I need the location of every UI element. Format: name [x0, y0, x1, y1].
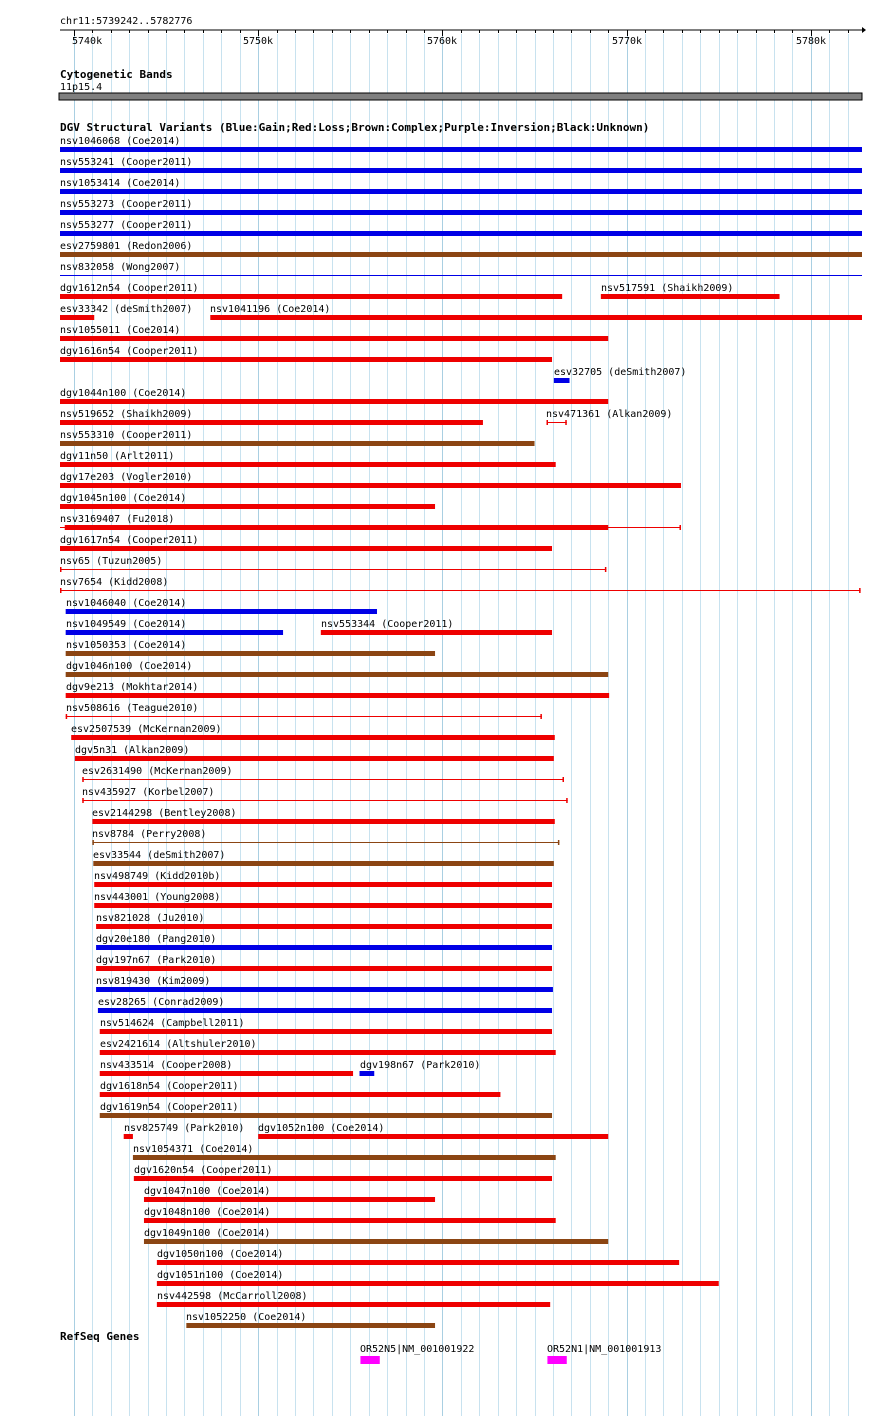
- sv-feature-label: esv2144298 (Bentley2008): [92, 808, 237, 819]
- sv-feature-label: nsv1041196 (Coe2014): [210, 304, 331, 315]
- sv-feature-bar[interactable]: [100, 1029, 552, 1034]
- sv-feature-label: nsv435927 (Korbel2007): [82, 787, 215, 798]
- sv-feature-label: nsv433514 (Cooper2008): [100, 1060, 233, 1071]
- cytoband-track-title: Cytogenetic Bands: [60, 68, 173, 81]
- sv-feature[interactable]: [100, 1039, 556, 1055]
- sv-feature-label: esv32705 (deSmith2007): [554, 367, 687, 378]
- sv-feature-label: nsv1054371 (Coe2014): [133, 1144, 254, 1155]
- sv-feature[interactable]: [60, 325, 608, 341]
- sv-feature-bar[interactable]: [66, 651, 435, 656]
- sv-feature-label: nsv3169407 (Fu2018): [60, 514, 175, 525]
- cytoband-track: [59, 68, 862, 100]
- sv-feature[interactable]: [94, 892, 552, 908]
- sv-feature-bar[interactable]: [100, 1050, 556, 1055]
- sv-feature[interactable]: [82, 787, 568, 803]
- sv-feature-label: esv2631490 (McKernan2009): [82, 766, 233, 777]
- sv-feature[interactable]: [66, 682, 609, 698]
- sv-feature-label: dgv1618n54 (Cooper2011): [100, 1081, 239, 1092]
- sv-feature-label: dgv1049n100 (Coe2014): [144, 1228, 271, 1239]
- sv-feature-label: nsv553344 (Cooper2011): [321, 619, 454, 630]
- sv-feature-bar[interactable]: [96, 924, 552, 929]
- sv-feature-bar[interactable]: [93, 861, 554, 866]
- sv-feature[interactable]: [92, 829, 559, 845]
- sv-feature-label: nsv443001 (Young2008): [94, 892, 221, 903]
- sv-feature[interactable]: [60, 577, 861, 593]
- ruler-tick-label: 5780k: [795, 36, 827, 47]
- sv-feature-bar[interactable]: [60, 231, 862, 236]
- sv-feature[interactable]: [554, 367, 687, 383]
- sv-feature[interactable]: [60, 451, 556, 467]
- sv-end-tick: [605, 567, 607, 572]
- sv-feature-line[interactable]: [66, 716, 542, 717]
- sv-feature[interactable]: [546, 409, 672, 425]
- sv-feature-bar[interactable]: [60, 147, 862, 152]
- sv-end-tick: [540, 714, 542, 719]
- sv-feature-line[interactable]: [82, 800, 567, 801]
- sv-feature-label: dgv1048n100 (Coe2014): [144, 1207, 271, 1218]
- sv-feature[interactable]: [60, 283, 562, 299]
- cytoband-label: 11p15.4: [60, 82, 103, 93]
- sv-feature-bar[interactable]: [96, 945, 552, 950]
- sv-feature-bar[interactable]: [60, 462, 556, 467]
- sv-feature-bar[interactable]: [60, 252, 862, 257]
- sv-feature-label: dgv1045n100 (Coe2014): [60, 493, 187, 504]
- sv-feature-bar[interactable]: [186, 1323, 435, 1328]
- sv-feature-label: nsv1046040 (Coe2014): [66, 598, 187, 609]
- sv-feature-bar[interactable]: [65, 525, 608, 530]
- sv-feature-bar[interactable]: [98, 1008, 552, 1013]
- sv-feature[interactable]: [96, 934, 552, 950]
- sv-feature[interactable]: [71, 724, 555, 740]
- sv-feature[interactable]: [98, 997, 552, 1013]
- sv-feature-label: esv33342 (deSmith2007): [60, 304, 193, 315]
- sv-feature-label: nsv819430 (Kim2009): [96, 976, 211, 987]
- sv-feature-label: dgv1619n54 (Cooper2011): [100, 1102, 239, 1113]
- sv-feature-bar[interactable]: [96, 987, 553, 992]
- sv-end-tick: [60, 567, 62, 572]
- sv-feature-bar[interactable]: [60, 399, 608, 404]
- sv-feature-label: esv28265 (Conrad2009): [98, 997, 225, 1008]
- refseq-genes: [360, 1344, 661, 1364]
- sv-feature[interactable]: [75, 745, 554, 761]
- sv-feature[interactable]: [186, 1312, 435, 1328]
- sv-feature-bar[interactable]: [60, 210, 862, 215]
- ruler-position-label: chr11:5739242..5782776: [60, 16, 193, 27]
- sv-feature-label: esv33544 (deSmith2007): [93, 850, 226, 861]
- sv-feature-label: nsv1046068 (Coe2014): [60, 136, 181, 147]
- sv-feature-label: nsv519652 (Shaikh2009): [60, 409, 193, 420]
- sv-feature-label: nsv514624 (Campbell2011): [100, 1018, 245, 1029]
- sv-feature-label: nsv7654 (Kidd2008): [60, 577, 169, 588]
- refseq-track-title: RefSeq Genes: [60, 1330, 140, 1343]
- refseq-gene-label: OR52N1|NM_001001913: [547, 1344, 662, 1355]
- sv-feature-bar[interactable]: [60, 189, 862, 194]
- sv-feature-bar[interactable]: [157, 1302, 550, 1307]
- sv-feature[interactable]: [157, 1291, 550, 1307]
- sv-feature-label: dgv1620n54 (Cooper2011): [134, 1165, 273, 1176]
- sv-feature-label: nsv825749 (Park2010): [124, 1123, 245, 1134]
- ruler-tick-label: 5750k: [242, 36, 274, 47]
- sv-feature[interactable]: [66, 640, 435, 656]
- sv-feature[interactable]: [66, 619, 283, 635]
- sv-end-tick: [66, 714, 68, 719]
- sv-feature[interactable]: [100, 1018, 552, 1034]
- sv-feature-line[interactable]: [82, 779, 564, 780]
- sv-end-tick: [546, 420, 548, 425]
- sv-end-tick: [92, 840, 94, 845]
- sv-feature-label: dgv1052n100 (Coe2014): [258, 1123, 385, 1134]
- sv-feature-bar[interactable]: [124, 1134, 133, 1139]
- cytoband-bar[interactable]: [59, 93, 862, 100]
- sv-feature-bar[interactable]: [360, 1071, 375, 1076]
- sv-feature-label: nsv821028 (Ju2010): [96, 913, 205, 924]
- sv-feature-label: dgv1616n54 (Cooper2011): [60, 346, 199, 357]
- sv-feature-label: dgv197n67 (Park2010): [96, 955, 217, 966]
- sv-feature[interactable]: [82, 766, 564, 782]
- sv-feature-label: esv2421614 (Altshuler2010): [100, 1039, 257, 1050]
- sv-feature-label: dgv20e180 (Pang2010): [96, 934, 217, 945]
- sv-feature[interactable]: [134, 1165, 552, 1181]
- refseq-gene[interactable]: [360, 1344, 474, 1364]
- sv-feature-label: nsv553273 (Cooper2011): [60, 199, 193, 210]
- sv-feature[interactable]: [96, 913, 552, 929]
- sv-feature-bar[interactable]: [100, 1071, 353, 1076]
- ruler-tick-label: 5770k: [611, 36, 643, 47]
- sv-feature-label: nsv442598 (McCarroll2008): [157, 1291, 308, 1302]
- sv-feature[interactable]: [100, 1060, 353, 1076]
- sv-feature-bar[interactable]: [60, 546, 552, 551]
- sv-feature[interactable]: [144, 1207, 556, 1223]
- sv-feature[interactable]: [100, 1102, 552, 1118]
- sv-feature[interactable]: [96, 976, 553, 992]
- ruler-track: [60, 16, 866, 47]
- ruler-tick-label: 5760k: [426, 36, 458, 47]
- sv-feature-bar[interactable]: [75, 756, 554, 761]
- sv-feature-label: dgv11n50 (Arlt2011): [60, 451, 175, 462]
- sv-feature[interactable]: [66, 661, 609, 677]
- sv-feature-label: nsv553310 (Cooper2011): [60, 430, 193, 441]
- refseq-gene-label: OR52N5|NM_001001922: [360, 1344, 475, 1355]
- sv-feature[interactable]: [60, 514, 681, 530]
- sv-feature[interactable]: [96, 955, 552, 971]
- sv-feature-label: nsv1049549 (Coe2014): [66, 619, 187, 630]
- sv-end-tick: [82, 798, 84, 803]
- sv-feature[interactable]: [360, 1060, 481, 1076]
- sv-feature-bar[interactable]: [66, 630, 283, 635]
- sv-feature[interactable]: [60, 556, 606, 572]
- sv-feature[interactable]: [100, 1081, 501, 1097]
- sv-feature-bar[interactable]: [100, 1092, 501, 1097]
- sv-feature[interactable]: [93, 850, 554, 866]
- sv-feature-bar[interactable]: [258, 1134, 608, 1139]
- sv-feature-label: nsv832058 (Wong2007): [60, 262, 181, 273]
- sv-feature-label: nsv553241 (Cooper2011): [60, 157, 193, 168]
- sv-feature-bar[interactable]: [60, 441, 535, 446]
- sv-end-tick: [562, 777, 564, 782]
- sv-feature[interactable]: [144, 1186, 435, 1202]
- sv-feature-label: dgv1050n100 (Coe2014): [157, 1249, 284, 1260]
- sv-feature-label: dgv1046n100 (Coe2014): [66, 661, 193, 672]
- sv-feature-bar[interactable]: [94, 903, 552, 908]
- sv-feature[interactable]: [321, 619, 552, 635]
- sv-end-tick: [558, 840, 560, 845]
- sv-feature-bar[interactable]: [92, 819, 554, 824]
- sv-feature-label: esv2759801 (Redon2006): [60, 241, 193, 252]
- sv-feature-line[interactable]: [60, 590, 861, 591]
- sv-feature-bar[interactable]: [60, 336, 608, 341]
- sv-feature[interactable]: [133, 1144, 556, 1160]
- sv-feature-bar[interactable]: [71, 735, 555, 740]
- sv-feature[interactable]: [144, 1228, 608, 1244]
- sv-feature-bar[interactable]: [60, 294, 562, 299]
- sv-feature-label: nsv517591 (Shaikh2009): [601, 283, 734, 294]
- sv-feature-bar[interactable]: [66, 609, 377, 614]
- sv-feature-label: dgv1617n54 (Cooper2011): [60, 535, 199, 546]
- sv-feature[interactable]: [60, 535, 552, 551]
- dgv-track-title: DGV Structural Variants (Blue:Gain;Red:Loss;Brown:Complex;Purple:Inversion;Black:Unknown): [60, 121, 650, 134]
- sv-feature-label: nsv508616 (Teague2010): [66, 703, 199, 714]
- sv-end-tick: [566, 798, 568, 803]
- sv-feature-label: nsv498749 (Kidd2010b): [94, 871, 221, 882]
- sv-feature-label: dgv1047n100 (Coe2014): [144, 1186, 271, 1197]
- sv-feature[interactable]: [60, 472, 681, 488]
- refseq-gene-bar[interactable]: [360, 1356, 379, 1364]
- sv-end-tick: [679, 525, 681, 530]
- sv-feature-line[interactable]: [60, 275, 862, 276]
- sv-feature-label: nsv65 (Tuzun2005): [60, 556, 163, 567]
- sv-feature-label: nsv1050353 (Coe2014): [66, 640, 187, 651]
- sv-feature[interactable]: [94, 871, 552, 887]
- sv-feature-bar[interactable]: [157, 1281, 719, 1286]
- sv-feature-bar[interactable]: [157, 1260, 679, 1265]
- ruler-arrow-icon: [862, 27, 866, 33]
- sv-feature-bar[interactable]: [601, 294, 780, 299]
- sv-feature[interactable]: [601, 283, 780, 299]
- sv-feature-bar[interactable]: [60, 357, 552, 362]
- sv-feature-label: nsv8784 (Perry2008): [92, 829, 207, 840]
- sv-end-tick: [60, 588, 62, 593]
- sv-feature-label: nsv1053414 (Coe2014): [60, 178, 181, 189]
- sv-feature-label: dgv17e203 (Vogler2010): [60, 472, 193, 483]
- sv-feature-bar[interactable]: [210, 315, 862, 320]
- sv-feature-bar[interactable]: [60, 483, 681, 488]
- sv-feature-label: esv2507539 (McKernan2009): [71, 724, 222, 735]
- refseq-gene[interactable]: [547, 1344, 661, 1364]
- sv-feature-bar[interactable]: [60, 504, 435, 509]
- refseq-gene-bar[interactable]: [547, 1356, 566, 1364]
- sv-feature[interactable]: [60, 493, 435, 509]
- sv-feature-bar[interactable]: [100, 1113, 552, 1118]
- sv-feature-label: dgv9e213 (Mokhtar2014): [66, 682, 199, 693]
- sv-feature[interactable]: [60, 346, 552, 362]
- sv-feature-label: dgv198n67 (Park2010): [360, 1060, 481, 1071]
- sv-feature-bar[interactable]: [321, 630, 552, 635]
- sv-end-tick: [82, 777, 84, 782]
- sv-feature-bar[interactable]: [60, 315, 94, 320]
- sv-feature-bar[interactable]: [60, 420, 483, 425]
- sv-feature[interactable]: [60, 388, 608, 404]
- sv-feature-bar[interactable]: [554, 378, 570, 383]
- sv-feature-line[interactable]: [60, 569, 606, 570]
- sv-feature[interactable]: [60, 430, 535, 446]
- sv-feature[interactable]: [258, 1123, 608, 1139]
- sv-feature-label: dgv5n31 (Alkan2009): [75, 745, 190, 756]
- sv-feature-label: dgv1051n100 (Coe2014): [157, 1270, 284, 1281]
- sv-feature-label: dgv1612n54 (Cooper2011): [60, 283, 199, 294]
- sv-feature-label: nsv553277 (Cooper2011): [60, 220, 193, 231]
- sv-feature-bar[interactable]: [66, 672, 609, 677]
- sv-feature-line[interactable]: [546, 422, 566, 423]
- sv-feature-bar[interactable]: [133, 1155, 556, 1160]
- sv-feature[interactable]: [66, 703, 542, 719]
- sv-feature-label: nsv471361 (Alkan2009): [546, 409, 673, 420]
- sv-feature[interactable]: [157, 1270, 719, 1286]
- sv-feature[interactable]: [92, 808, 555, 824]
- sv-feature[interactable]: [157, 1249, 679, 1265]
- sv-feature-bar[interactable]: [134, 1176, 552, 1181]
- ruler-ticks: [72, 30, 849, 47]
- sv-feature[interactable]: [60, 409, 483, 425]
- sv-feature-bar[interactable]: [144, 1239, 608, 1244]
- sv-feature-bar[interactable]: [66, 693, 609, 698]
- sv-end-tick: [565, 420, 567, 425]
- sv-feature-bar[interactable]: [94, 882, 552, 887]
- sv-feature-bar[interactable]: [96, 966, 552, 971]
- sv-feature-bar[interactable]: [60, 168, 862, 173]
- sv-end-tick: [859, 588, 861, 593]
- sv-feature-bar[interactable]: [144, 1197, 435, 1202]
- sv-feature-bar[interactable]: [144, 1218, 556, 1223]
- sv-feature-label: nsv1052250 (Coe2014): [186, 1312, 307, 1323]
- sv-feature-line[interactable]: [92, 842, 559, 843]
- sv-feature[interactable]: [60, 304, 192, 320]
- sv-feature-label: dgv1044n100 (Coe2014): [60, 388, 187, 399]
- sv-feature-label: nsv1055011 (Coe2014): [60, 325, 181, 336]
- ruler-tick-label: 5740k: [72, 36, 103, 47]
